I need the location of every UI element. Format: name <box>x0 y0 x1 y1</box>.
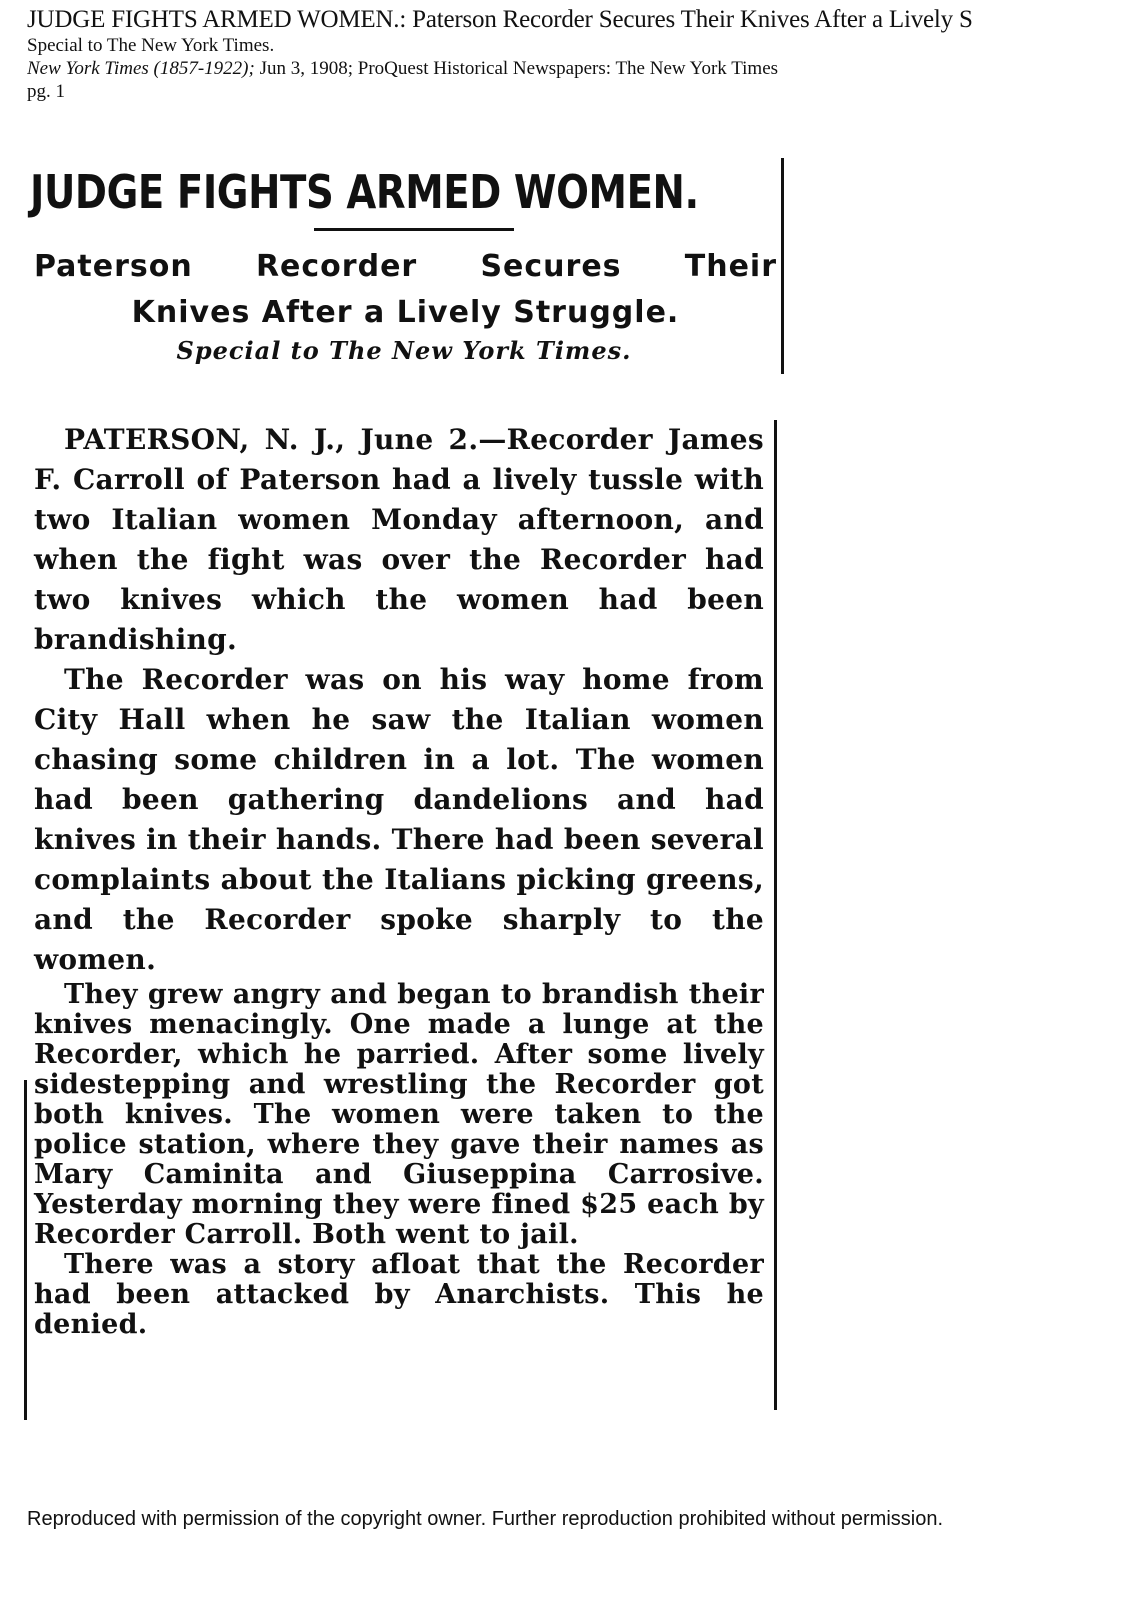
citation-header <box>27 6 1141 103</box>
article-paragraph: There was a story afloat that the Recorder had been attacked by Anarchists. This he denied. <box>34 1249 764 1340</box>
citation-source-publication: New York Times (1857-1922); <box>27 58 255 79</box>
article-paragraph: They grew angry and began to brandish their knives menacingly. One made a lunge at the Recorder, which he parried. After some lively sidestepping and wrestling the Recorder got both knives. The women were taken to the police station, where they gave their names as Mary Caminita and Giuseppina Carrosive. Yesterday morning they were fined $25 each by Recorder Carroll. Both went to jail. <box>34 979 764 1250</box>
newspaper-clipping <box>24 140 794 1440</box>
article-paragraph: The Recorder was on his way home from City Hall when he saw the Italian women chasing some children in a lot. The women had been gathering dandelions and had knives in their hands. There had been several complaints about the Italians picking greens, and the Recorder spoke sharply to the women. <box>34 663 764 976</box>
headline: JUDGE FIGHTS ARMED WOMEN. <box>30 165 699 219</box>
article-body-block <box>24 420 794 1420</box>
subheadline-word: Recorder <box>255 249 418 284</box>
subheadline-word: Paterson <box>34 249 193 284</box>
column-rule-left <box>24 1080 27 1420</box>
subheadline-line-1 <box>34 244 777 290</box>
article-paragraph: PATERSON, N. J., June 2.—Recorder James F. Carroll of Paterson had a lively tussle with two Italian women Monday afternoon, and when the fight was over the Recorder had two knives which the women had been brandishing. <box>34 423 764 656</box>
subheadline-word: Their <box>684 249 777 284</box>
subheadline <box>34 244 777 336</box>
special-dispatch-line: Special to The New York Times. <box>176 336 632 365</box>
headline-block <box>24 140 784 380</box>
citation-source-details: Jun 3, 1908; ProQuest Historical Newspapers: The New York Times <box>254 58 779 79</box>
article-body <box>34 420 764 1340</box>
headline-divider <box>314 228 514 231</box>
copyright-footer: Reproduced with permission of the copyright owner. Further reproduction prohibited without permission. <box>27 1508 944 1530</box>
subheadline-word: Secures <box>480 249 622 284</box>
citation-title: JUDGE FIGHTS ARMED WOMEN.: Paterson Recorder Secures Their Knives After a Lively S <box>27 6 973 33</box>
citation-source <box>27 57 1141 80</box>
column-rule-right <box>774 420 777 1410</box>
citation-page: pg. 1 <box>27 81 65 102</box>
subheadline-line-2: Knives After a Lively Struggle. <box>131 295 680 330</box>
citation-byline: Special to The New York Times. <box>27 35 275 56</box>
